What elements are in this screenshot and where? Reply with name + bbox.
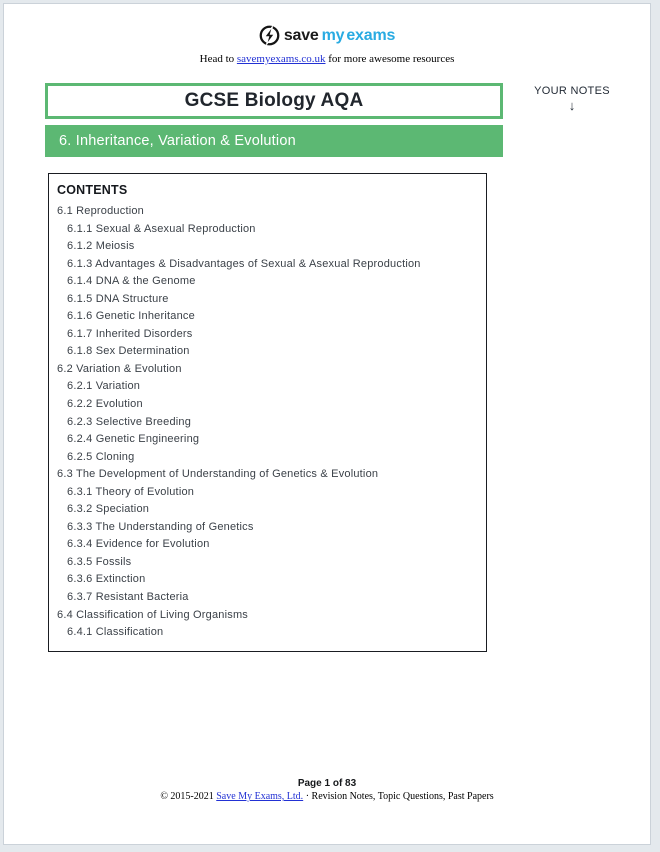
toc-item[interactable]: 6.2.4 Genetic Engineering <box>67 433 200 446</box>
toc-item[interactable]: 6.4.1 Classification <box>67 626 164 639</box>
copyright-suffix: · Revision Notes, Topic Questions, Past Papers <box>303 791 494 802</box>
tagline-prefix: Head to <box>199 53 237 65</box>
toc-item[interactable]: 6.3.6 Extinction <box>67 573 146 586</box>
toc-item[interactable]: 6.1.5 DNA Structure <box>67 292 169 305</box>
your-notes-block <box>528 85 616 113</box>
logo-wordmark <box>284 27 395 45</box>
toc-item[interactable]: 6.2.2 Evolution <box>67 398 143 411</box>
table-of-contents <box>49 203 486 642</box>
toc-item[interactable]: 6.3 The Development of Understanding of Genetics & Evolution <box>57 468 379 481</box>
copyright-prefix: © 2015-2021 <box>160 791 217 802</box>
section-title-bar: 6. Inheritance, Variation & Evolution <box>45 125 503 157</box>
toc-item[interactable]: 6.1.7 Inherited Disorders <box>67 327 193 340</box>
toc-item[interactable]: 6.2.5 Cloning <box>67 450 135 463</box>
toc-item[interactable]: 6.4 Classification of Living Organisms <box>57 608 249 621</box>
header-tagline <box>4 53 650 65</box>
lightning-bolt-icon <box>259 25 280 46</box>
toc-item[interactable]: 6.1.2 Meiosis <box>67 240 135 253</box>
down-arrow-icon: ↓ <box>568 98 576 113</box>
toc-item[interactable]: 6.1.6 Genetic Inheritance <box>67 310 195 323</box>
logo-word-my: my <box>321 26 345 44</box>
course-title-box <box>45 83 503 119</box>
toc-item[interactable]: 6.3.7 Resistant Bacteria <box>67 591 189 604</box>
toc-item[interactable]: 6.1.1 Sexual & Asexual Reproduction <box>67 222 256 235</box>
toc-item[interactable]: 6.3.2 Speciation <box>67 503 150 516</box>
logo-word-exams: exams <box>346 26 396 44</box>
toc-item[interactable]: 6.1.3 Advantages & Disadvantages of Sexual & Asexual Reproduction <box>67 257 421 270</box>
logo-word-save: save <box>283 26 319 44</box>
document-page <box>3 3 651 845</box>
toc-item[interactable]: 6.1.4 DNA & the Genome <box>67 275 196 288</box>
toc-item[interactable]: 6.1.8 Sex Determination <box>67 345 190 358</box>
page-number: Page 1 of 83 <box>297 778 357 789</box>
toc-item[interactable]: 6.2 Variation & Evolution <box>57 362 182 375</box>
savemyexams-link[interactable]: savemyexams.co.uk <box>236 53 326 65</box>
tagline-suffix: for more awesome resources <box>325 53 455 65</box>
copyright-line <box>4 791 650 802</box>
toc-item[interactable]: 6.3.5 Fossils <box>67 555 132 568</box>
savemyexams-company-link[interactable]: Save My Exams, Ltd. <box>216 791 304 802</box>
toc-item[interactable]: 6.3.3 The Understanding of Genetics <box>67 520 254 533</box>
contents-panel <box>48 173 487 652</box>
toc-item[interactable]: 6.1 Reproduction <box>57 205 144 217</box>
toc-item[interactable]: 6.2.1 Variation <box>67 380 141 393</box>
your-notes-label: YOUR NOTES <box>534 85 610 97</box>
contents-heading: CONTENTS <box>57 183 128 197</box>
toc-item[interactable]: 6.3.1 Theory of Evolution <box>67 485 195 498</box>
course-title: GCSE Biology AQA <box>184 90 364 111</box>
savemyexams-logo <box>4 25 650 46</box>
toc-item[interactable]: 6.2.3 Selective Breeding <box>67 415 192 428</box>
toc-item[interactable]: 6.3.4 Evidence for Evolution <box>67 538 210 551</box>
